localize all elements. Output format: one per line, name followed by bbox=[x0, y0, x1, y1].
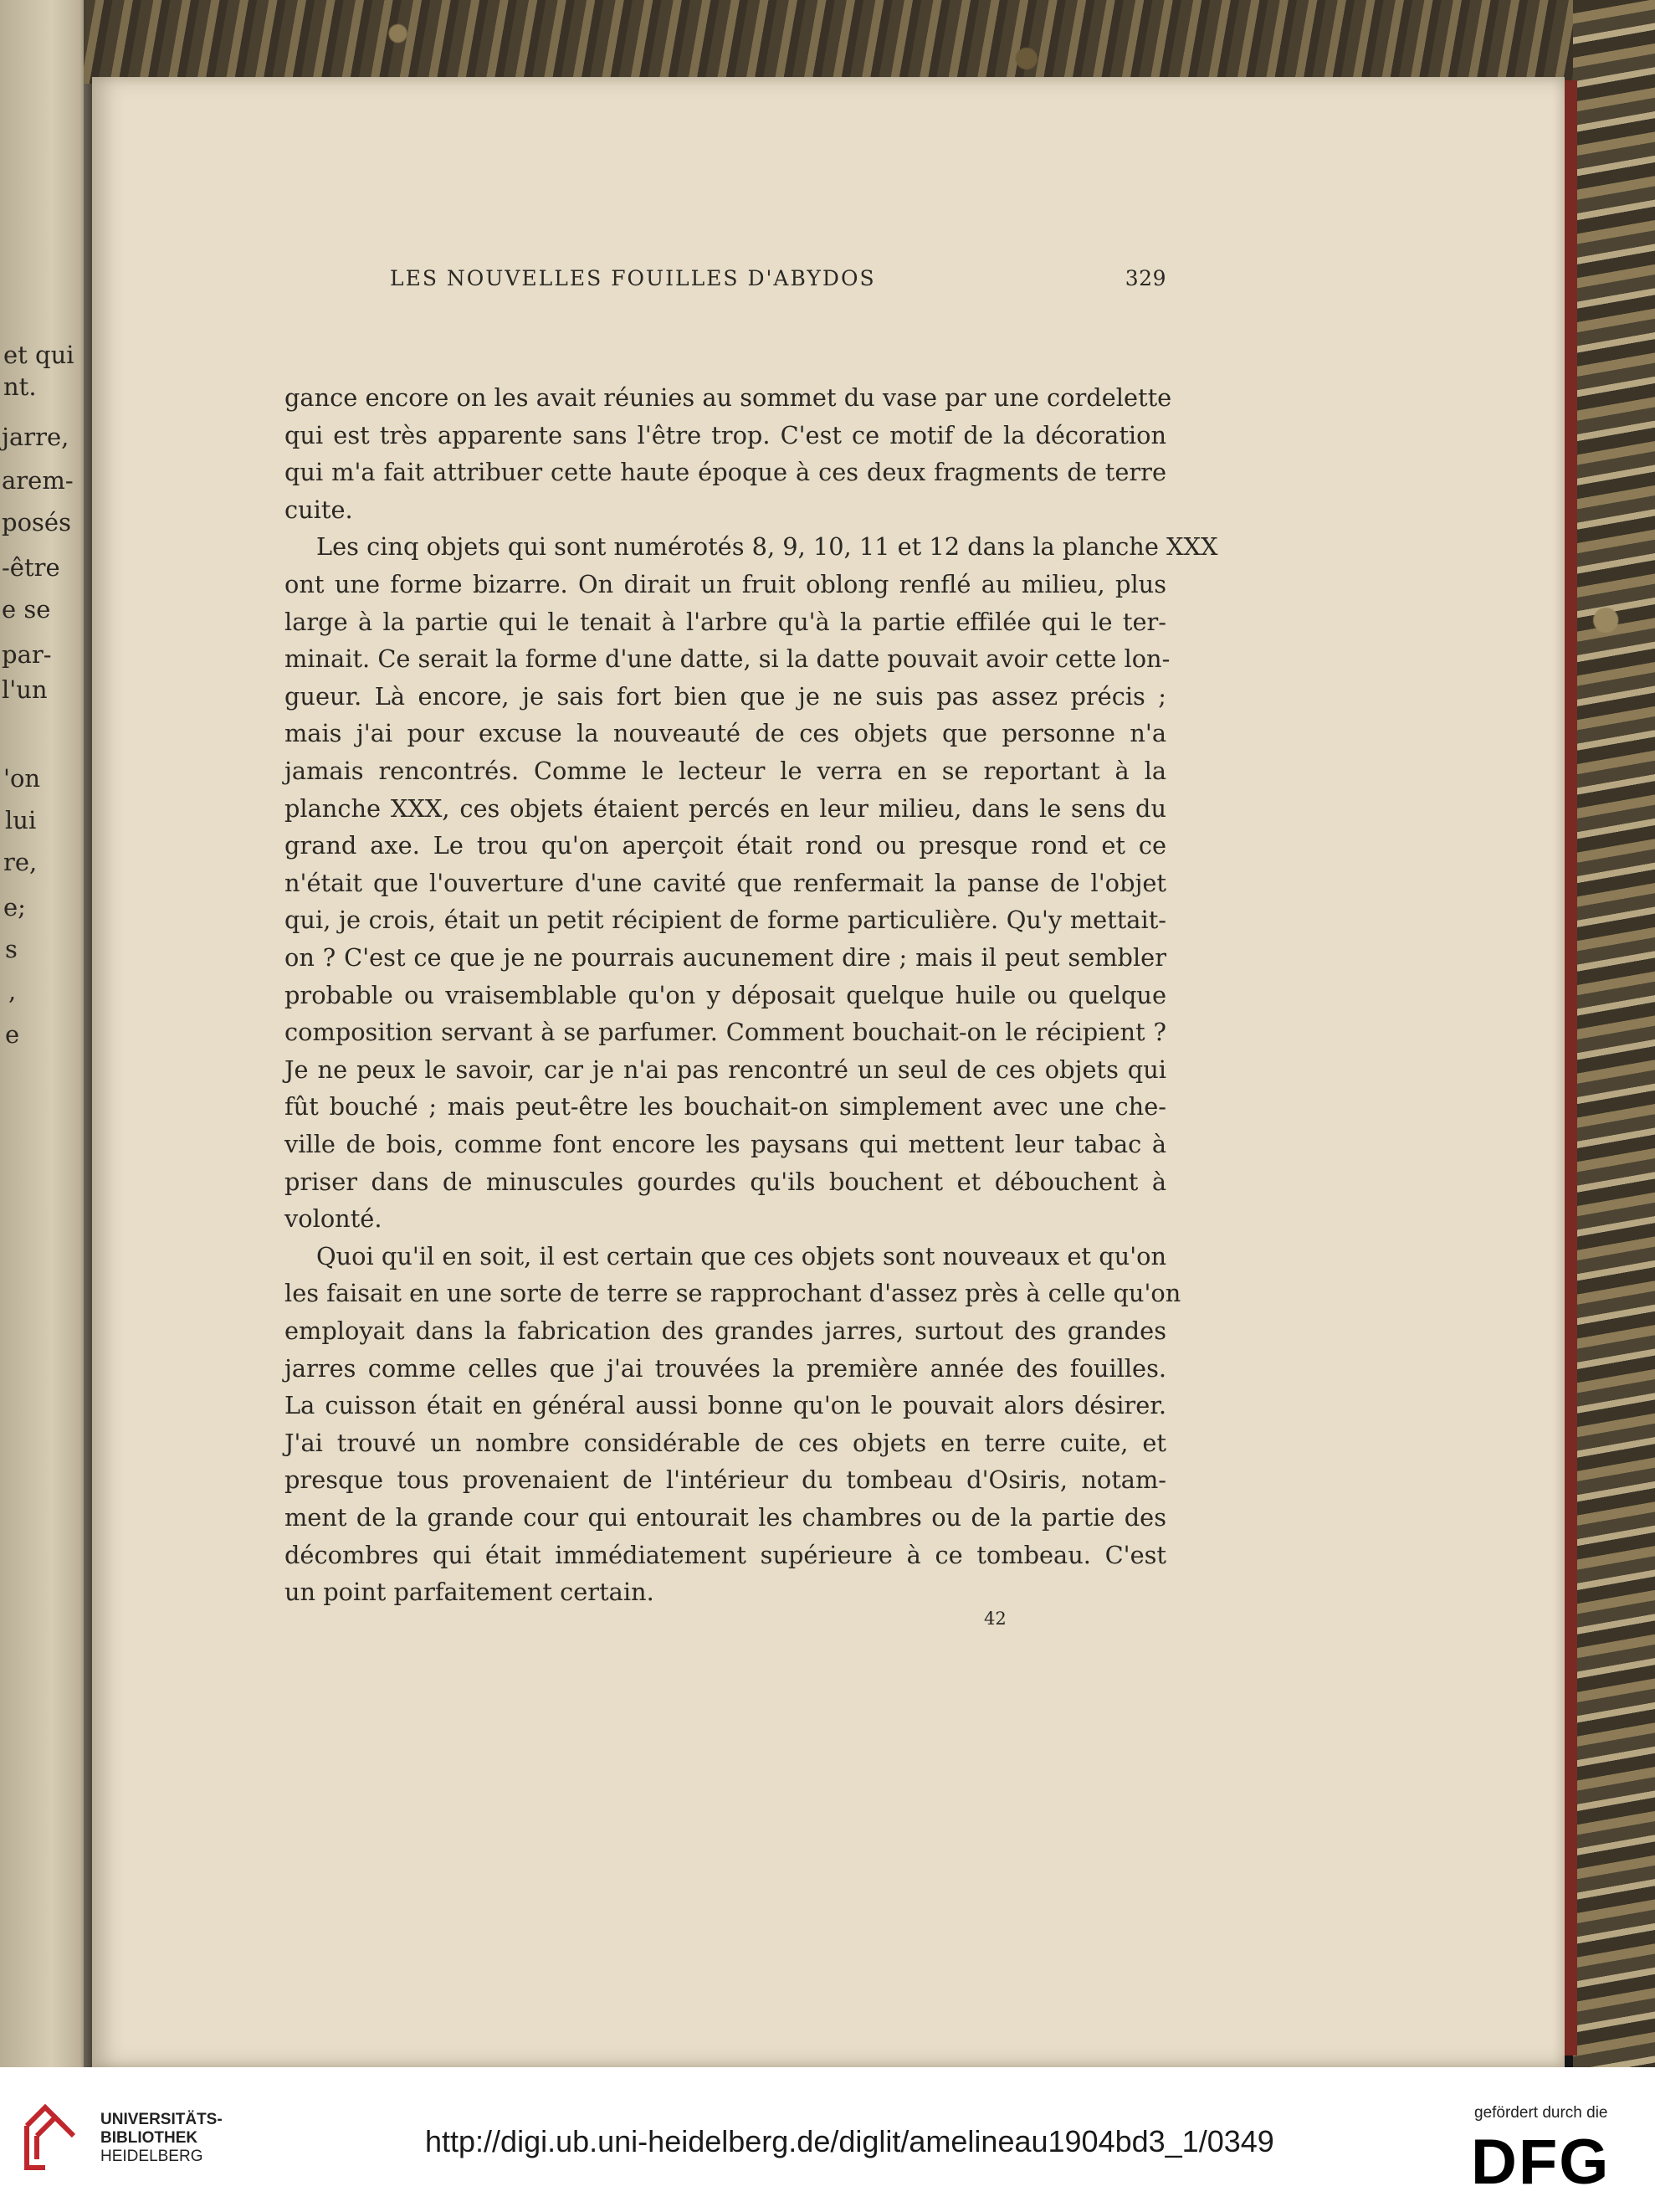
left-page-fragment: -être bbox=[2, 553, 60, 582]
signature-mark: 42 bbox=[984, 1609, 1007, 1629]
left-page-fragment: arem- bbox=[2, 466, 74, 495]
text-line: Je ne peux le savoir, car je n'ai pas rencontré un seul de ces objets qui bbox=[284, 1055, 1166, 1084]
left-page-fragment: e se bbox=[2, 595, 51, 624]
left-page-fragment: s bbox=[5, 935, 18, 963]
text-line: jarres comme celles que j'ai trouvées la première année des fouilles. bbox=[284, 1354, 1166, 1383]
text-line: volonté. bbox=[284, 1204, 382, 1233]
text-line: employait dans la fabrication des grandes jarres, surtout des grandes bbox=[284, 1316, 1166, 1345]
marbled-endpaper-top bbox=[84, 0, 1655, 84]
text-line: priser dans de minuscules gourdes qu'ils bouchent et débouchent à bbox=[284, 1168, 1166, 1196]
text-line: décombres qui était immédiatement supérieure à ce tombeau. C'est bbox=[284, 1541, 1166, 1569]
running-head bbox=[390, 266, 1166, 290]
text-line: composition servant à se parfumer. Comment bouchait-on le récipient ? bbox=[284, 1018, 1166, 1046]
text-line: un point parfaitement certain. bbox=[284, 1578, 654, 1606]
left-page-fragment: , bbox=[8, 977, 17, 1005]
left-page-fragment: lui bbox=[5, 806, 37, 834]
text-line: gueur. Là encore, je sais fort bien que je ne suis pas assez précis ; bbox=[284, 682, 1166, 711]
left-page-fragment: e; bbox=[3, 893, 26, 921]
text-line: ment de la grande cour qui entourait les chambres ou de la partie des bbox=[284, 1503, 1166, 1532]
left-page-edge bbox=[0, 0, 94, 2067]
left-page-fragment: jarre, bbox=[2, 423, 69, 451]
text-line: ont une forme bizarre. On dirait un fruit oblong renflé au milieu, plus bbox=[284, 570, 1166, 598]
text-line: qui est très apparente sans l'être trop. C'est ce motif de la décoration bbox=[284, 421, 1166, 449]
text-line: minait. Ce serait la forme d'une datte, si la datte pouvait avoir cette lon- bbox=[284, 644, 1171, 673]
dfg-logo: DFG bbox=[1471, 2127, 1611, 2198]
text-line: presque tous provenaient de l'intérieur du tombeau d'Osiris, notam- bbox=[284, 1465, 1166, 1494]
institution-name bbox=[100, 2111, 223, 2166]
text-line: ville de bois, comme font encore les paysans qui mettent leur tabac à bbox=[284, 1130, 1166, 1158]
funding-credit: gefördert durch die bbox=[1474, 2104, 1608, 2122]
left-page-fragment: posés bbox=[2, 508, 71, 536]
text-line: jamais rencontrés. Comme le lecteur le verra en se reportant à la bbox=[284, 757, 1166, 785]
text-line: gance encore on les avait réunies au sommet du vase par une cordelette bbox=[284, 383, 1172, 412]
text-line: cuite. bbox=[284, 495, 353, 524]
left-page-fragment: par- bbox=[2, 640, 52, 669]
left-page-fragment: e bbox=[5, 1020, 20, 1049]
left-page-fragment: et qui bbox=[3, 341, 74, 369]
university-library-logo-icon bbox=[20, 2101, 97, 2173]
viewer-footer bbox=[0, 2067, 1655, 2212]
text-line: qui m'a fait attribuer cette haute époque à ces deux fragments de terre bbox=[284, 458, 1166, 486]
left-page-fragment: re, bbox=[3, 848, 38, 876]
text-line: J'ai trouvé un nombre considérable de ces objets en terre cuite, et bbox=[284, 1429, 1166, 1457]
permalink-url[interactable]: http://digi.ub.uni-heidelberg.de/diglit/amelineau1904bd3_1/0349 bbox=[425, 2124, 1274, 2158]
left-page-fragment: l'un bbox=[2, 675, 48, 704]
text-line: les faisait en une sorte de terre se rapprochant d'assez près à celle qu'on bbox=[284, 1279, 1181, 1307]
text-line: mais j'ai pour excuse la nouveauté de ces objets que personne n'a bbox=[284, 719, 1166, 747]
text-line: qui, je crois, était un petit récipient de forme particulière. Qu'y mettait- bbox=[284, 906, 1166, 934]
text-line: Les cinq objets qui sont numérotés 8, 9, 10, 11 et 12 dans la planche XXX bbox=[316, 532, 1218, 561]
text-line: planche XXX, ces objets étaient percés en leur milieu, dans le sens du bbox=[284, 794, 1166, 823]
running-head-title: LES NOUVELLES FOUILLES D'ABYDOS bbox=[390, 266, 876, 290]
left-page-fragment: 'on bbox=[3, 764, 41, 793]
text-line: large à la partie qui le tenait à l'arbre qu'à la partie effilée qui le ter- bbox=[284, 608, 1166, 636]
marbled-endpaper-right bbox=[1573, 0, 1655, 2067]
text-line: probable ou vraisemblable qu'on y déposait quelque huile ou quelque bbox=[284, 981, 1166, 1009]
institution-line-2: BIBLIOTHEK bbox=[100, 2129, 198, 2147]
text-line: La cuisson était en général aussi bonne qu'on le pouvait alors désirer. bbox=[284, 1391, 1166, 1419]
text-line: grand axe. Le trou qu'on aperçoit était rond ou presque rond et ce bbox=[284, 831, 1166, 860]
institution-line-1: UNIVERSITÄTS- bbox=[100, 2111, 223, 2128]
left-page-fragment: nt. bbox=[3, 372, 37, 401]
text-line: n'était que l'ouverture d'une cavité que renfermait la panse de l'objet bbox=[284, 869, 1166, 897]
text-line: Quoi qu'il en soit, il est certain que ces objets sont nouveaux et qu'on bbox=[316, 1242, 1166, 1270]
page-number: 329 bbox=[1125, 266, 1166, 290]
text-line: fût bouché ; mais peut-être les bouchait-on simplement avec une che- bbox=[284, 1092, 1166, 1121]
institution-line-3: HEIDELBERG bbox=[100, 2148, 203, 2165]
text-line: on ? C'est ce que je ne pourrais aucunement dire ; mais il peut sembler bbox=[284, 943, 1166, 972]
